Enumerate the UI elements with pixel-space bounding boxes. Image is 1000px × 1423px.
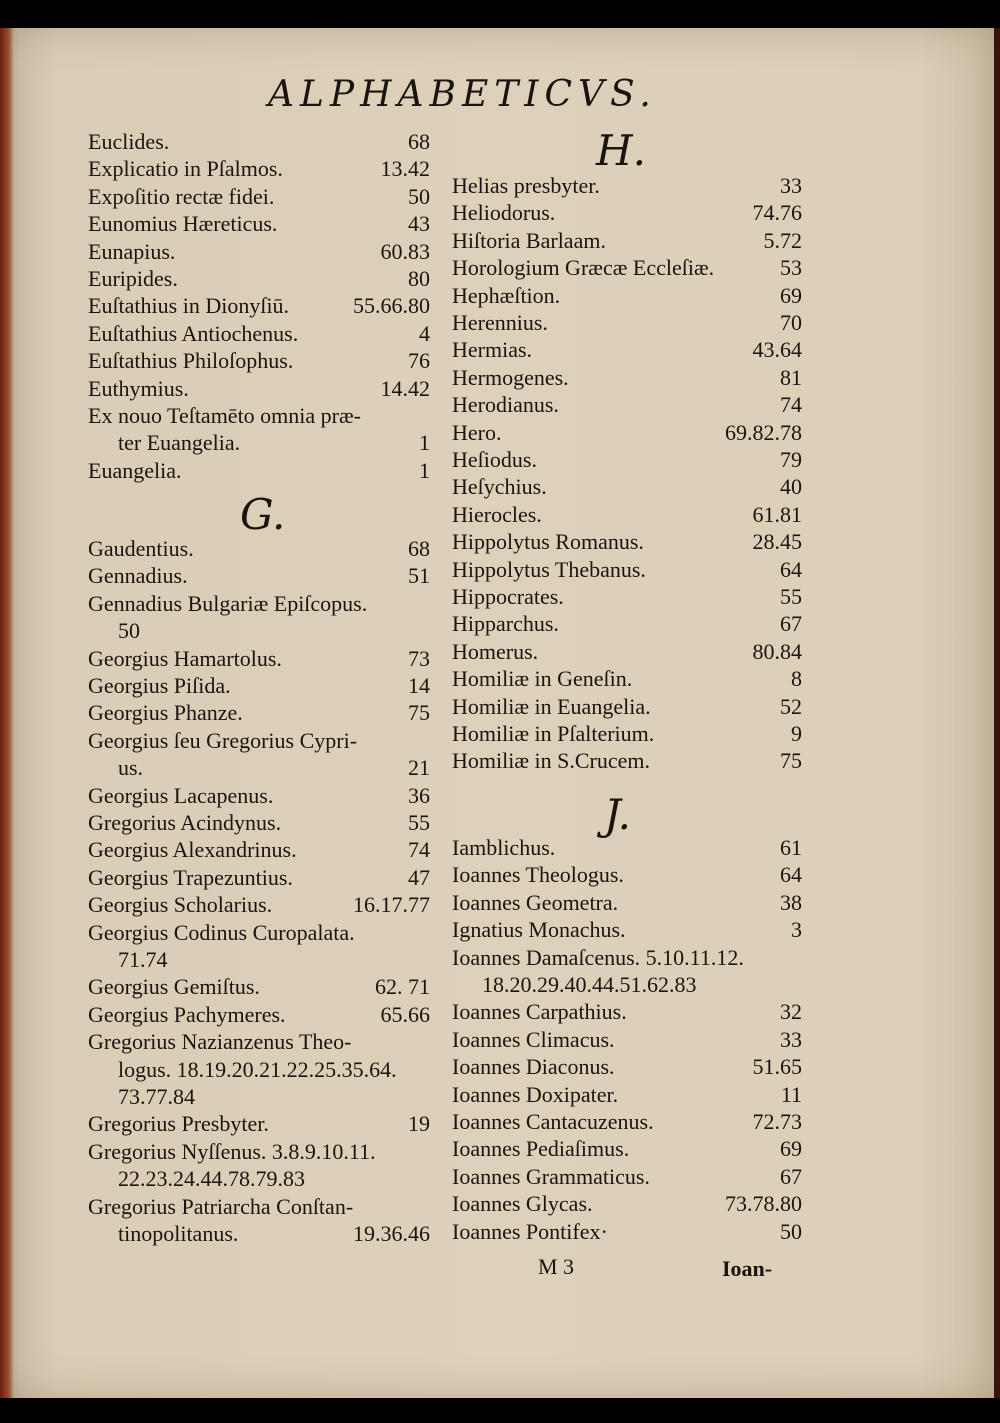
entry-page-numbers: 9 [791, 721, 802, 746]
right-column [452, 172, 802, 1272]
entry-page-numbers: 38 [780, 889, 802, 915]
entry-text: Euclides. [88, 129, 170, 154]
index-entry [88, 429, 430, 457]
left-column [88, 128, 430, 1258]
entry-page-numbers: 4 [419, 320, 430, 346]
entry-text: Gregorius Nazianzenus Theo- [88, 1029, 352, 1055]
index-entry [452, 971, 802, 999]
entry-text: Gregorius Presbyter. [88, 1111, 269, 1137]
entry-page-numbers: 61.81 [752, 501, 802, 527]
entry-page-numbers: 51 [408, 563, 430, 589]
signature-mark: M 3 [538, 1254, 575, 1279]
entry-text: Eunomius Hæreticus. [88, 211, 278, 237]
entry-page-numbers: 40 [780, 474, 802, 500]
section-letter-i: J. [604, 790, 631, 839]
index-entry [88, 183, 430, 211]
entry-page-numbers: 80 [408, 266, 430, 291]
entry-text: Ioannes Grammaticus. [452, 1163, 650, 1189]
entry-text: Hermogenes. [452, 364, 569, 390]
entry-page-numbers: 28.45 [752, 529, 802, 555]
index-entry [88, 946, 430, 974]
entry-text: Heliodorus. [452, 200, 556, 226]
index-entry [88, 891, 430, 919]
index-entry [452, 1108, 802, 1136]
index-entry [452, 528, 802, 556]
entry-page-numbers: 55 [408, 810, 430, 835]
index-entry [452, 944, 802, 972]
entry-page-numbers: 55 [780, 584, 802, 609]
entry-text: Euſtathius in Dionyſiū. [88, 293, 290, 319]
entry-text: Ioannes Glycas. [452, 1191, 593, 1217]
index-entry [452, 501, 802, 529]
index-entry [452, 172, 802, 200]
index-entry [88, 1165, 430, 1193]
entry-page-numbers: 64 [780, 862, 802, 888]
entry-text: Georgius Hamartolus. [88, 645, 282, 671]
index-entry [88, 535, 430, 563]
index-entry [452, 391, 802, 419]
entry-text: Euangelia. [88, 457, 182, 483]
index-entry [452, 336, 802, 364]
entry-page-numbers: 55.66.80 [353, 293, 430, 319]
entry-page-numbers: 73.78.80 [725, 1191, 802, 1217]
entry-page-numbers: 47 [408, 864, 430, 890]
index-entry [88, 375, 430, 403]
entry-text: us. [118, 755, 144, 781]
entry-text: Georgius Gemiſtus. [88, 974, 260, 1000]
entry-page-numbers: 74 [408, 837, 430, 863]
entry-text: Ioannes Doxipater. [452, 1081, 619, 1107]
index-entry [88, 320, 430, 348]
entry-text: Georgius Pachymeres. [88, 1001, 286, 1027]
entry-page-numbers: 64 [780, 556, 802, 582]
entry-text: Hermias. [452, 337, 533, 363]
index-entry [452, 556, 802, 584]
entry-text: Gregorius Nyſſenus. 3.8.9.10.11. [88, 1138, 376, 1164]
entry-text: Herodianus. [452, 392, 559, 418]
entry-page-numbers: 67 [780, 611, 802, 637]
entry-page-numbers: 32 [780, 999, 802, 1025]
index-entry [452, 583, 802, 611]
entry-text: Hippolytus Thebanus. [452, 556, 646, 582]
index-entry [88, 782, 430, 810]
entry-text: Georgius Trapezuntius. [88, 864, 293, 890]
index-entry [88, 1193, 430, 1221]
index-entry [452, 1163, 802, 1191]
index-entry [88, 864, 430, 892]
entry-text: Hero. [452, 419, 502, 445]
index-entry [88, 1028, 430, 1056]
entry-page-numbers: 36 [408, 782, 430, 808]
entry-page-numbers: 21 [408, 755, 430, 781]
entry-page-numbers: 11 [780, 1081, 802, 1107]
index-entry [452, 861, 802, 889]
entry-page-numbers: 8 [791, 666, 802, 692]
entry-text: Ioannes Carpathius. [452, 999, 627, 1025]
index-entry [452, 720, 802, 748]
entry-text: Iamblichus. [452, 835, 556, 860]
entry-page-numbers: 75 [780, 748, 802, 774]
entry-page-numbers: 50 [780, 1218, 802, 1244]
entry-text: Heſiodus. [452, 447, 537, 472]
entry-text: Ignatius Monachus. [452, 917, 626, 943]
entry-text: Explicatio in Pſalmos. [88, 156, 283, 182]
index-entry [452, 1081, 802, 1109]
index-entry [88, 809, 430, 837]
entry-page-numbers: 33 [780, 1026, 802, 1052]
entry-page-numbers: 33 [780, 173, 802, 198]
book-spine [0, 28, 14, 1398]
entry-page-numbers: 5.72 [763, 227, 802, 253]
entry-text: 71.74 [118, 947, 168, 972]
entry-page-numbers: 70 [780, 310, 802, 335]
index-entry [452, 1026, 802, 1054]
index-entry [88, 1138, 430, 1166]
entry-text: Georgius Codinus Curopalata. [88, 919, 355, 945]
index-entry [88, 1083, 430, 1111]
entry-page-numbers: 75 [408, 700, 430, 726]
entry-page-numbers: 53 [780, 255, 802, 281]
index-entry [88, 238, 430, 266]
entry-page-numbers: 62. 71 [375, 974, 430, 1000]
index-entry [88, 645, 430, 673]
index-entry [452, 1218, 802, 1246]
entry-text: Ioannes Pontifex· [452, 1218, 608, 1244]
index-entry [88, 265, 430, 293]
entry-page-numbers: 69.82.78 [725, 419, 802, 445]
entry-text: Georgius Phanze. [88, 700, 243, 726]
index-entry [452, 1190, 802, 1218]
index-entry [452, 227, 802, 255]
index-entry [88, 347, 430, 375]
entry-page-numbers: 80.84 [752, 638, 802, 664]
index-entry [88, 590, 430, 618]
entry-page-numbers: 14.42 [380, 375, 430, 401]
entry-page-numbers: 1 [419, 457, 430, 483]
entry-text: Gennadius. [88, 563, 188, 589]
entry-text: Euſtathius Antiochenus. [88, 320, 299, 346]
index-entry [88, 1220, 430, 1248]
catchword: Ioan- [722, 1256, 773, 1281]
index-entry [88, 128, 430, 156]
entry-page-numbers: 81 [780, 364, 802, 390]
entry-text: Georgius ſeu Gregorius Cypri- [88, 727, 358, 753]
entry-text: Georgius Piſida. [88, 673, 231, 698]
entry-page-numbers: 69 [780, 282, 802, 308]
entry-text: Hippocrates. [452, 584, 564, 609]
section-letter-h: H. [596, 126, 646, 175]
index-entry [88, 754, 430, 782]
entry-page-numbers: 50 [408, 183, 430, 209]
entry-page-numbers: 52 [780, 693, 802, 719]
index-entry [88, 672, 430, 700]
index-entry [88, 973, 430, 1001]
entry-text: Hipparchus. [452, 611, 559, 637]
entry-text: Homiliæ in Pſalterium. [452, 721, 655, 746]
index-entry [88, 210, 430, 238]
index-entry [452, 693, 802, 721]
entry-page-numbers: 3 [791, 917, 802, 943]
entry-text: Ioannes Cantacuzenus. [452, 1109, 654, 1134]
entry-text: Helias presbyter. [452, 173, 600, 198]
entry-page-numbers: 19 [408, 1111, 430, 1137]
entry-text: Georgius Lacapenus. [88, 782, 274, 808]
entry-page-numbers: 68 [408, 536, 430, 561]
index-entry [88, 155, 430, 183]
entry-text: Georgius Alexandrinus. [88, 837, 297, 863]
entry-text: ter Euangelia. [118, 430, 241, 456]
index-entry [452, 1135, 802, 1163]
index-entry [88, 562, 430, 590]
entry-page-numbers: 14 [408, 673, 430, 698]
entry-text: 73.77.84 [118, 1084, 195, 1109]
entry-text: Homiliæ in Euangelia. [452, 693, 651, 719]
entry-text: logus. 18.19.20.21.22.25.35.64. [118, 1056, 397, 1082]
entry-text: Georgius Scholarius. [88, 892, 273, 918]
index-entry [452, 665, 802, 693]
index-entry [88, 292, 430, 320]
entry-text: tinopolitanus. [118, 1221, 239, 1246]
entry-page-numbers: 19.36.46 [353, 1221, 430, 1246]
entry-text: 22.23.24.44.78.79.83 [118, 1166, 305, 1192]
entry-page-numbers: 1 [419, 430, 430, 456]
entry-text: Eunapius. [88, 238, 176, 264]
entry-page-numbers: 51.65 [752, 1054, 802, 1080]
entry-text: Expoſitio rectæ fidei. [88, 183, 275, 209]
entry-text: Hephæſtion. [452, 282, 561, 308]
index-entry [88, 836, 430, 864]
entry-text: Heſychius. [452, 474, 547, 500]
index-entry [88, 699, 430, 727]
entry-page-numbers: 74.76 [752, 200, 802, 226]
entry-page-numbers: 68 [408, 129, 430, 154]
index-entry [452, 638, 802, 666]
entry-text: Euſtathius Philoſophus. [88, 348, 294, 374]
entry-text: Horologium Græcæ Eccleſiæ. [452, 255, 715, 281]
entry-page-numbers: 79 [780, 447, 802, 472]
entry-text: Ioannes Geometra. [452, 889, 619, 915]
index-entry [452, 254, 802, 282]
entry-page-numbers: 65.66 [380, 1001, 430, 1027]
index-entry [452, 419, 802, 447]
entry-page-numbers: 16.17.77 [353, 892, 430, 918]
index-entry [452, 916, 802, 944]
entry-text: Ioannes Damaſcenus. 5.10.11.12. [452, 944, 744, 970]
index-entry [452, 998, 802, 1026]
entry-text: Homiliæ in Geneſin. [452, 666, 633, 692]
entry-page-numbers: 13.42 [380, 156, 430, 182]
entry-page-numbers: 76 [408, 348, 430, 374]
entry-text: Gaudentius. [88, 536, 194, 561]
entry-text: Ioannes Climacus. [452, 1026, 615, 1052]
entry-text: Hiſtoria Barlaam. [452, 227, 606, 253]
entry-page-numbers: 74 [780, 392, 802, 418]
index-entry [88, 617, 430, 645]
entry-page-numbers: 43.64 [752, 337, 802, 363]
entry-text: Herennius. [452, 310, 548, 335]
entry-text: Homiliæ in S.Crucem. [452, 748, 650, 774]
index-entry [452, 610, 802, 638]
entry-text: Ex nouo Teſtamēto omnia præ- [88, 403, 362, 428]
index-entry [452, 473, 802, 501]
entry-page-numbers: 73 [408, 645, 430, 671]
index-entry [88, 402, 430, 430]
index-entry [452, 446, 802, 474]
index-entry [452, 309, 802, 337]
page-edge [994, 28, 1000, 1398]
entry-text: Homerus. [452, 638, 539, 664]
index-entry [88, 727, 430, 755]
entry-text: Gennadius Bulgariæ Epiſcopus. [88, 590, 368, 616]
index-entry [452, 199, 802, 227]
index-entry [88, 1001, 430, 1029]
entry-text: Hierocles. [452, 501, 542, 527]
index-entry [88, 1056, 430, 1084]
entry-text: Ioannes Theologus. [452, 862, 624, 888]
index-entry [452, 282, 802, 310]
entry-text: 18.20.29.40.44.51.62.83 [482, 972, 697, 997]
entry-text: Hippolytus Romanus. [452, 529, 644, 555]
entry-text: Euthymius. [88, 375, 189, 401]
entry-text: 50 [118, 618, 140, 644]
index-entry [452, 747, 802, 775]
entry-text: Euripides. [88, 266, 178, 291]
entry-text: Gregorius Patriarcha Conſtan- [88, 1193, 354, 1219]
index-entry [452, 889, 802, 917]
entry-page-numbers: 69 [780, 1136, 802, 1162]
running-header: ALPHABETICVS. [268, 74, 657, 115]
index-entry [88, 457, 430, 485]
index-entry [452, 1053, 802, 1081]
entry-page-numbers: 60.83 [380, 238, 430, 264]
section-letter-g: G. [240, 490, 286, 539]
entry-page-numbers: 72.73 [752, 1109, 802, 1134]
entry-page-numbers: 67 [780, 1163, 802, 1189]
index-entry [88, 1110, 430, 1138]
entry-page-numbers: 61 [780, 835, 802, 860]
entry-text: Gregorius Acindynus. [88, 810, 282, 835]
entry-text: Ioannes Diaconus. [452, 1054, 615, 1080]
index-entry [88, 919, 430, 947]
entry-page-numbers: 43 [408, 211, 430, 237]
index-entry [452, 364, 802, 392]
entry-text: Ioannes Pediaſimus. [452, 1136, 630, 1162]
